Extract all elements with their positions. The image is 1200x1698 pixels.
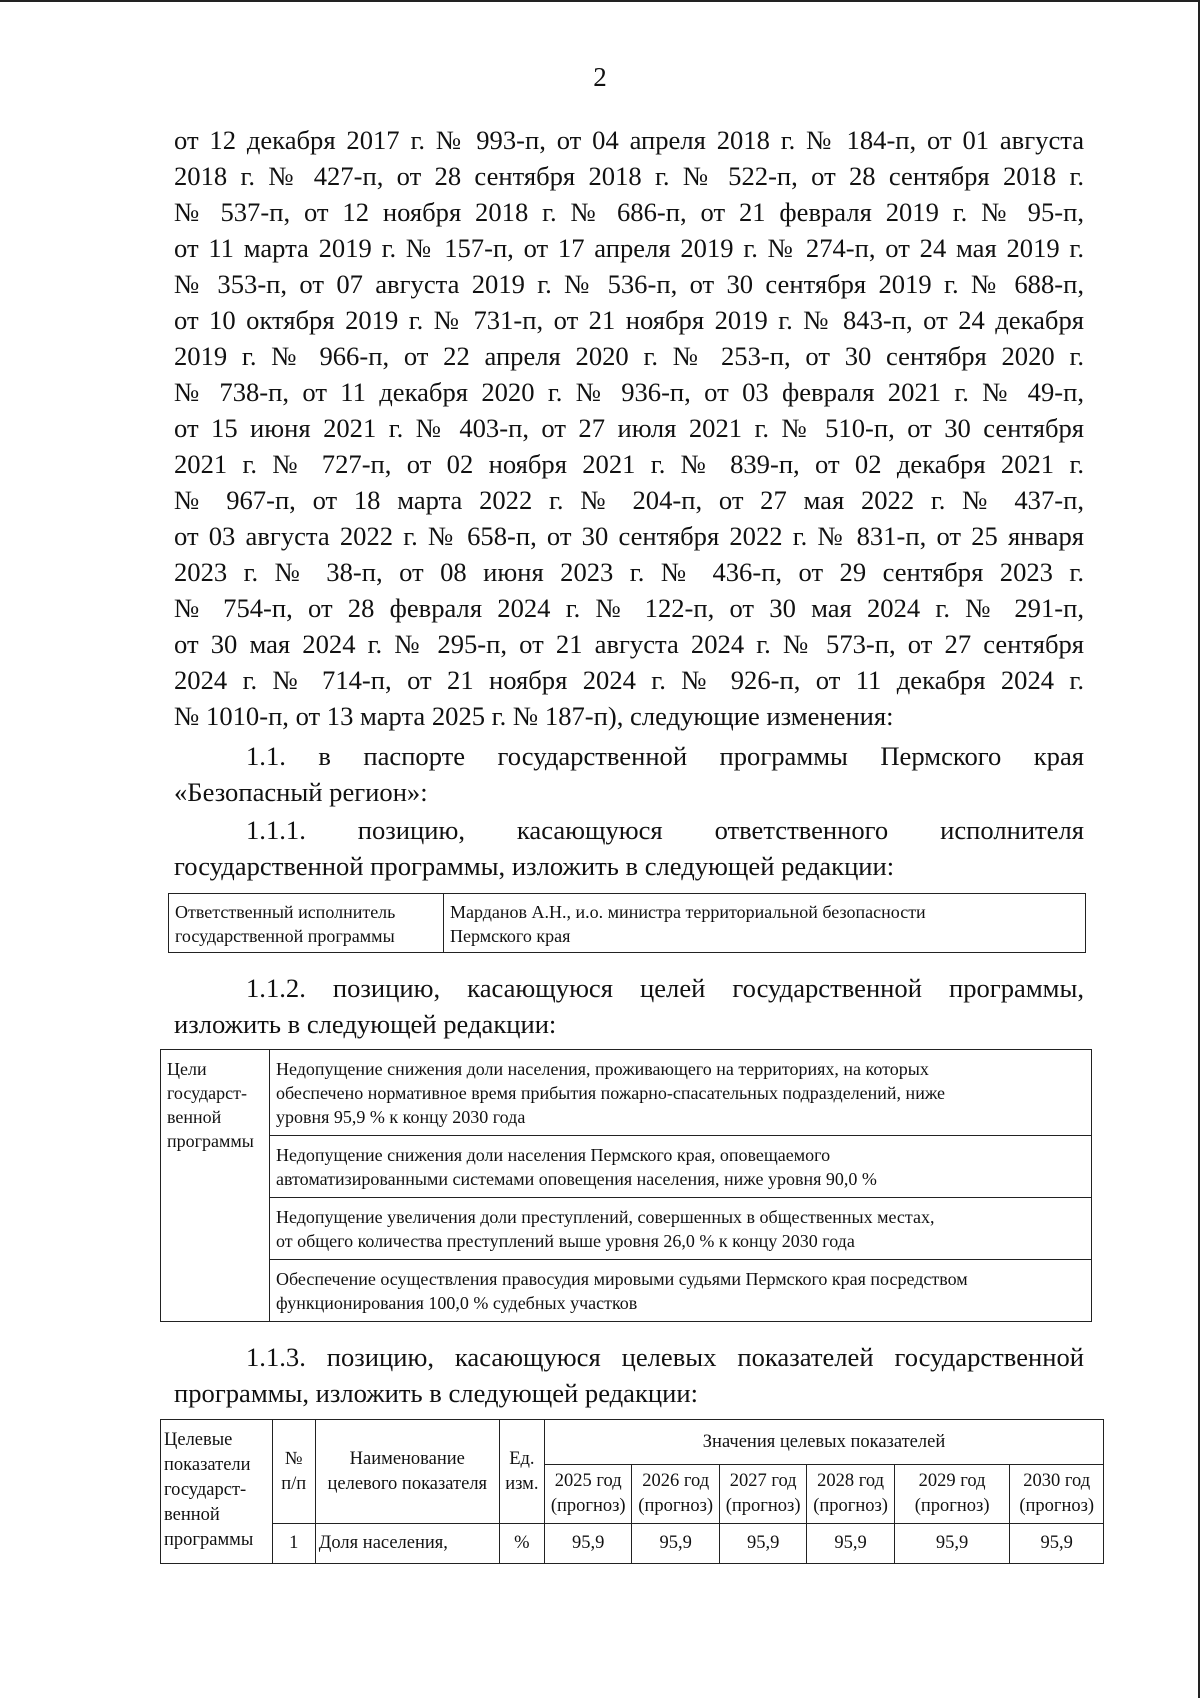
year-header: 2030 год (прогноз) bbox=[1010, 1465, 1104, 1524]
goal-cell: Недопущение увеличения доли преступлений, совершенных в общественных местах, от общего количества преступлений выше уровня 26,0 % к концу 2030 года bbox=[270, 1198, 1092, 1260]
text-line: от 03 августа 2022 г. № 658-п, от 30 сентября 2022 г. № 831-п, от 25 января bbox=[174, 521, 1084, 551]
text-line: № 353-п, от 07 августа 2019 г. № 536-п, от 30 сентября 2019 г. № 688-п, bbox=[174, 269, 1084, 299]
col-header-number: № п/п bbox=[272, 1420, 315, 1524]
row-number-cell: 1 bbox=[272, 1524, 315, 1564]
value-cell: 95,9 bbox=[1010, 1524, 1104, 1564]
indicators-label-cell: Целевые показатели государст- венной программы bbox=[161, 1420, 273, 1564]
item-1-1-3-line: 1.1.3. позицию, касающуюся целевых показателей государственной bbox=[246, 1342, 1084, 1372]
text-line: 2024 г. № 714-п, от 21 ноября 2024 г. № 926-п, от 11 декабря 2024 г. bbox=[174, 665, 1084, 695]
text-line: 2019 г. № 966-п, от 22 апреля 2020 г. № 253-п, от 30 сентября 2020 г. bbox=[174, 341, 1084, 371]
year-header: 2027 год (прогноз) bbox=[719, 1465, 806, 1524]
item-1-1-1-line: государственной программы, изложить в следующей редакции: bbox=[174, 851, 895, 881]
page-number: 2 bbox=[593, 62, 607, 92]
text-line: от 15 июня 2021 г. № 403-п, от 27 июля 2021 г. № 510-п, от 30 сентября bbox=[174, 413, 1084, 443]
goals-label-cell: Цели государст- венной программы bbox=[161, 1050, 270, 1322]
goal-cell: Недопущение снижения доли населения Пермского края, оповещаемого автоматизированными системами оповещения населения, ниже уровня 90,0 % bbox=[270, 1136, 1092, 1198]
goal-cell: Обеспечение осуществления правосудия мировыми судьями Пермского края посредством функционирования 100,0 % судебных участков bbox=[270, 1260, 1092, 1322]
executor-value-cell: Марданов А.Н., и.о. министра территориальной безопасности Пермского края bbox=[444, 894, 1086, 953]
text-line: от 30 мая 2024 г. № 295-п, от 21 августа 2024 г. № 573-п, от 27 сентября bbox=[174, 629, 1084, 659]
program-goals-table bbox=[160, 1049, 1092, 1322]
item-1-1-3-line: программы, изложить в следующей редакции: bbox=[174, 1378, 698, 1408]
table-row bbox=[161, 1524, 1104, 1564]
year-header: 2025 год (прогноз) bbox=[545, 1465, 632, 1524]
text-line: № 537-п, от 12 ноября 2018 г. № 686-п, от 21 февраля 2019 г. № 95-п, bbox=[174, 197, 1084, 227]
text-line: № 754-п, от 28 февраля 2024 г. № 122-п, от 30 мая 2024 г. № 291-п, bbox=[174, 593, 1084, 623]
indicator-name-cell: Доля населения, bbox=[315, 1524, 499, 1564]
col-header-unit: Ед. изм. bbox=[499, 1420, 544, 1524]
year-header: 2026 год (прогноз) bbox=[632, 1465, 719, 1524]
item-1-1-line: «Безопасный регион»: bbox=[174, 777, 428, 807]
value-cell: 95,9 bbox=[545, 1524, 632, 1564]
item-1-1-2-line: 1.1.2. позицию, касающуюся целей государственной программы, bbox=[246, 973, 1084, 1003]
col-header-name: Наименование целевого показателя bbox=[315, 1420, 499, 1524]
year-header: 2028 год (прогноз) bbox=[807, 1465, 894, 1524]
unit-cell: % bbox=[499, 1524, 544, 1564]
year-header: 2029 год (прогноз) bbox=[894, 1465, 1010, 1524]
responsible-executor-table bbox=[168, 893, 1086, 953]
item-1-1-2-line: изложить в следующей редакции: bbox=[174, 1009, 557, 1039]
scan-border-top bbox=[0, 0, 1200, 2]
text-line: № 738-п, от 11 декабря 2020 г. № 936-п, от 03 февраля 2021 г. № 49-п, bbox=[174, 377, 1084, 407]
value-cell: 95,9 bbox=[894, 1524, 1010, 1564]
value-cell: 95,9 bbox=[719, 1524, 806, 1564]
target-indicators-table bbox=[160, 1419, 1104, 1564]
text-line: от 11 марта 2019 г. № 157-п, от 17 апреля 2019 г. № 274-п, от 24 мая 2019 г. bbox=[174, 233, 1084, 263]
text-line: от 10 октября 2019 г. № 731-п, от 21 ноября 2019 г. № 843-п, от 24 декабря bbox=[174, 305, 1084, 335]
item-1-1-1-line: 1.1.1. позицию, касающуюся ответственного исполнителя bbox=[246, 815, 1084, 845]
text-line: 2021 г. № 727-п, от 02 ноября 2021 г. № 839-п, от 02 декабря 2021 г. bbox=[174, 449, 1084, 479]
goal-cell: Недопущение снижения доли населения, проживающего на территориях, на которых обеспечено нормативное время прибытия пожарно-спасательных подразделений, ниже уровня 95,9 % к концу 2030 года bbox=[270, 1050, 1092, 1136]
text-line: от 12 декабря 2017 г. № 993-п, от 04 апреля 2018 г. № 184-п, от 01 августа bbox=[174, 125, 1084, 155]
text-line: № 1010-п, от 13 марта 2025 г. № 187-п), следующие изменения: bbox=[174, 701, 894, 731]
executor-label-cell: Ответственный исполнитель государственной программы bbox=[169, 894, 444, 953]
item-1-1-line: 1.1. в паспорте государственной программы Пермского края bbox=[246, 741, 1084, 771]
values-group-header: Значения целевых показателей bbox=[545, 1420, 1104, 1465]
text-line: № 967-п, от 18 марта 2022 г. № 204-п, от 27 мая 2022 г. № 437-п, bbox=[174, 485, 1084, 515]
value-cell: 95,9 bbox=[632, 1524, 719, 1564]
text-line: 2023 г. № 38-п, от 08 июня 2023 г. № 436-п, от 29 сентября 2023 г. bbox=[174, 557, 1084, 587]
text-line: 2018 г. № 427-п, от 28 сентября 2018 г. № 522-п, от 28 сентября 2018 г. bbox=[174, 161, 1084, 191]
value-cell: 95,9 bbox=[807, 1524, 894, 1564]
